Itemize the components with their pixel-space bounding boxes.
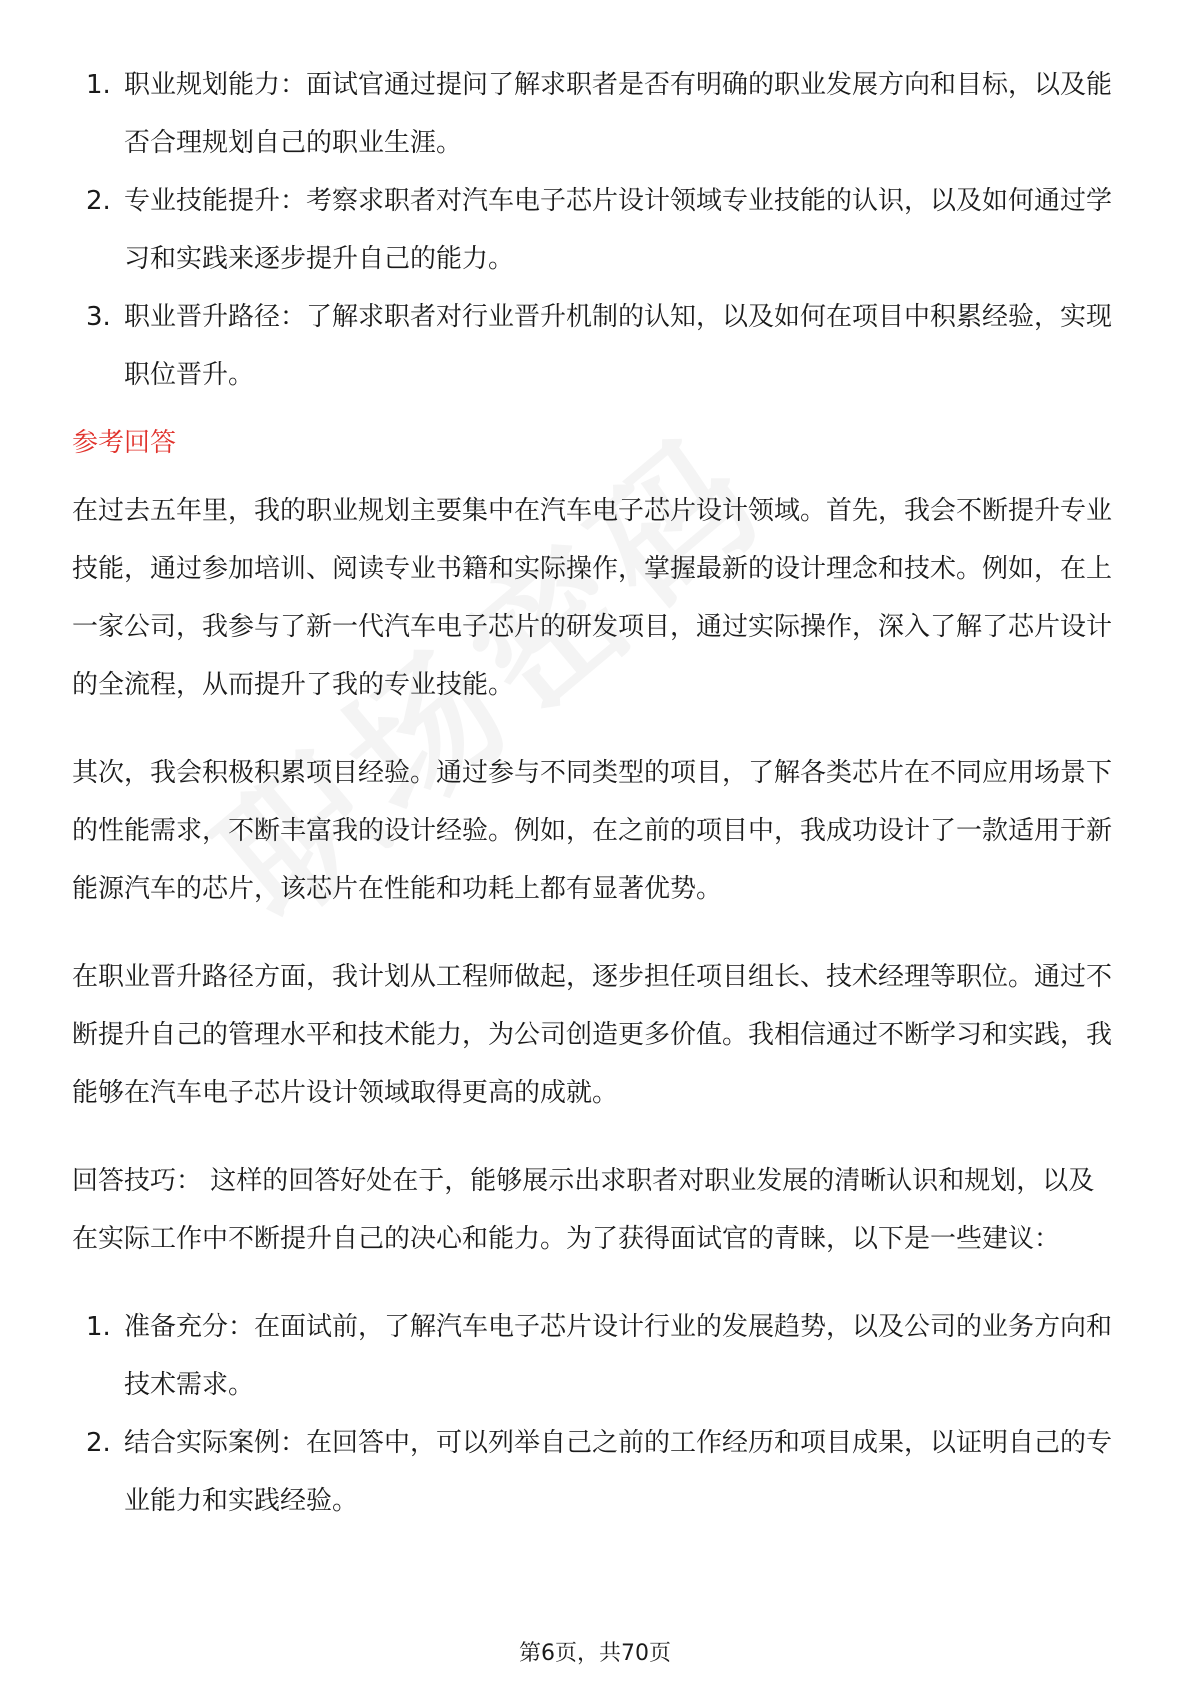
list-item-text: 准备充分：在面试前，了解汽车电子芯片设计行业的发展趋势，以及公司的业务方向和技术需求。 — [124, 1312, 1113, 1400]
criteria-list — [72, 56, 1118, 404]
page-content — [72, 56, 1118, 1530]
list-item — [72, 1298, 1118, 1414]
page-footer: 第6页，共70页 — [519, 1641, 671, 1666]
list-number: 2. — [86, 1428, 111, 1458]
list-item — [72, 1414, 1118, 1530]
list-number: 2. — [86, 186, 111, 216]
list-item — [72, 56, 1118, 172]
answer-paragraph: 在过去五年里，我的职业规划主要集中在汽车电子芯片设计领域。首先，我会不断提升专业技能，通过参加培训、阅读专业书籍和实际操作，掌握最新的设计理念和技术。例如，在上一家公司，我参与了新一代汽车电子芯片的研发项目，通过实际操作，深入了解了芯片设计的全流程，从而提升了我的专业技能。 — [72, 496, 1113, 700]
list-number: 3. — [86, 302, 111, 332]
answer-paragraph: 其次，我会积极积累项目经验。通过参与不同类型的项目，了解各类芯片在不同应用场景下的性能需求，不断丰富我的设计经验。例如，在之前的项目中，我成功设计了一款适用于新能源汽车的芯片，该芯片在性能和功耗上都有显著优势。 — [72, 758, 1113, 904]
list-number: 1. — [86, 70, 111, 100]
answer-paragraph: 在职业晋升路径方面，我计划从工程师做起，逐步担任项目组长、技术经理等职位。通过不断提升自己的管理水平和技术能力，为公司创造更多价值。我相信通过不断学习和实践，我能够在汽车电子芯片设计领域取得更高的成就。 — [72, 962, 1113, 1108]
list-item — [72, 172, 1118, 288]
list-number: 1. — [86, 1312, 111, 1342]
list-item-text: 结合实际案例：在回答中，可以列举自己之前的工作经历和项目成果，以证明自己的专业能力和实践经验。 — [124, 1428, 1113, 1516]
list-item-text: 职业晋升路径：了解求职者对行业晋升机制的认知，以及如何在项目中积累经验，实现职位晋升。 — [124, 302, 1113, 390]
list-item-text: 专业技能提升：考察求职者对汽车电子芯片设计领域专业技能的认识，以及如何通过学习和实践来逐步提升自己的能力。 — [124, 186, 1113, 274]
list-item-text: 职业规划能力：面试官通过提问了解求职者是否有明确的职业发展方向和目标，以及能否合理规划自己的职业生涯。 — [124, 70, 1113, 158]
list-item — [72, 288, 1118, 404]
section-heading: 参考回答 — [72, 428, 177, 458]
tips-paragraph: 回答技巧： 这样的回答好处在于，能够展示出求职者对职业发展的清晰认识和规划，以及在实际工作中不断提升自己的决心和能力。为了获得面试官的青睐，以下是一些建议： — [72, 1166, 1095, 1254]
suggestions-list — [72, 1298, 1118, 1530]
